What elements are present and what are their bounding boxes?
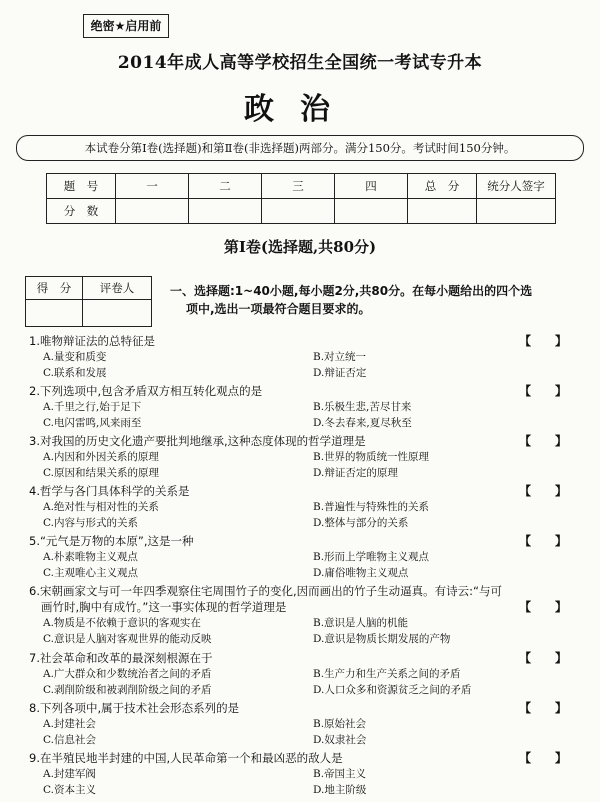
question-7 bbox=[29, 650, 589, 698]
exam-title: 2014年成人高等学校招生全国统一考试专升本 bbox=[117, 53, 483, 73]
score-cell: 总 分 bbox=[408, 174, 477, 199]
question-8 bbox=[29, 700, 589, 748]
question-4 bbox=[29, 483, 589, 531]
option-c: C.联系和发展 bbox=[43, 367, 107, 379]
option-a: A.内因和外因关系的原理 bbox=[43, 451, 159, 463]
question-stem: 1.唯物辩证法的总特征是 【 】 bbox=[29, 334, 567, 348]
option-d: D.辩证否定 bbox=[313, 367, 367, 379]
grader-name-cell bbox=[83, 300, 152, 327]
option-d: D.人口众多和资源贫乏之间的矛盾 bbox=[313, 684, 472, 696]
score-input-cell bbox=[335, 199, 408, 224]
option-a: A.千里之行,始于足下 bbox=[43, 401, 142, 413]
answer-bracket: 【 】 bbox=[518, 334, 567, 348]
option-b: B.对立统一 bbox=[313, 351, 367, 363]
option-d: D.整体与部分的关系 bbox=[313, 517, 409, 529]
question-stem: 6.宋朝画家文与可一年四季观察住宅周围竹子的变化,因而画出的竹子生动逼真。有诗云:“与可 bbox=[29, 584, 502, 598]
question-5 bbox=[29, 533, 589, 581]
part-description-line: 一、选择题:1~40小题,每小题2分,共80分。在每小题给出的四个选 bbox=[170, 284, 533, 298]
option-b: B.帝国主义 bbox=[313, 768, 367, 780]
score-table bbox=[46, 173, 556, 224]
grader-name-header: 评卷人 bbox=[83, 277, 152, 300]
score-input-cell bbox=[116, 199, 189, 224]
answer-bracket: 【 】 bbox=[518, 434, 567, 448]
option-c: C.主观唯心主义观点 bbox=[43, 567, 138, 579]
exam-instructions: 本试卷分第Ⅰ卷(选择题)和第Ⅱ卷(非选择题)两部分。满分150分。考试时间150分钟。 bbox=[16, 135, 584, 161]
question-stem: 4.哲学与各门具体科学的关系是 【 】 bbox=[29, 484, 567, 498]
answer-bracket: 【 】 bbox=[518, 600, 567, 614]
question-stem: 3.对我国的历史文化遗产要批判地继承,这种态度体现的哲学道理是 【 】 bbox=[29, 434, 567, 448]
option-d: D.奴隶社会 bbox=[313, 734, 367, 746]
question-1 bbox=[29, 333, 589, 381]
option-a: A.广大群众和少数统治者之间的矛盾 bbox=[43, 668, 212, 680]
question-stem-continued: 画竹时,胸中有成竹。”这一事实体现的哲学道理是 【 】 bbox=[41, 600, 567, 614]
answer-bracket: 【 】 bbox=[518, 651, 567, 665]
option-c: C.意识是人脑对客观世界的能动反映 bbox=[43, 633, 212, 645]
question-3 bbox=[29, 433, 589, 481]
option-b: B.意识是人脑的机能 bbox=[313, 617, 409, 629]
option-d: D.意识是物质长期发展的产物 bbox=[313, 633, 451, 645]
score-input-cell bbox=[477, 199, 556, 224]
grader-score-cell bbox=[26, 300, 83, 327]
option-c: C.资本主义 bbox=[43, 784, 96, 796]
answer-bracket: 【 】 bbox=[518, 484, 567, 498]
option-a: A.物质是不依赖于意识的客观实在 bbox=[43, 617, 201, 629]
score-cell: 三 bbox=[262, 174, 335, 199]
subject-title: 政治 bbox=[244, 92, 356, 127]
score-input-cell bbox=[262, 199, 335, 224]
answer-bracket: 【 】 bbox=[518, 751, 567, 765]
grader-table bbox=[25, 276, 152, 327]
score-cell: 统分人签字 bbox=[477, 174, 556, 199]
option-a: A.绝对性与相对性的关系 bbox=[43, 501, 159, 513]
option-d: D.庸俗唯物主义观点 bbox=[313, 567, 409, 579]
question-6 bbox=[29, 583, 589, 647]
option-c: C.信息社会 bbox=[43, 734, 96, 746]
answer-bracket: 【 】 bbox=[518, 701, 567, 715]
answer-bracket: 【 】 bbox=[518, 384, 567, 398]
option-c: C.内容与形式的关系 bbox=[43, 517, 138, 529]
score-cell: 分 数 bbox=[47, 199, 116, 224]
part-description bbox=[170, 282, 585, 318]
question-2 bbox=[29, 383, 589, 431]
option-b: B.形而上学唯物主义观点 bbox=[313, 551, 430, 563]
option-a: A.量变和质变 bbox=[43, 351, 107, 363]
secrecy-badge: 绝密★启用前 bbox=[83, 14, 169, 38]
option-c: C.电闪雷鸣,风来雨至 bbox=[43, 417, 142, 429]
question-stem: 2.下列选项中,包含矛盾双方相互转化观点的是 【 】 bbox=[29, 384, 567, 398]
option-d: D.冬去春来,夏尽秋至 bbox=[313, 417, 412, 429]
score-cell: 题 号 bbox=[47, 174, 116, 199]
option-b: B.乐极生悲,苦尽甘来 bbox=[313, 401, 412, 413]
option-a: A.封建军阀 bbox=[43, 768, 96, 780]
option-c: C.剥削阶级和被剥削阶级之间的矛盾 bbox=[43, 684, 212, 696]
option-b: B.生产力和生产关系之间的矛盾 bbox=[313, 668, 461, 680]
score-table-header-row bbox=[47, 174, 556, 199]
score-cell: 一 bbox=[116, 174, 189, 199]
question-stem: 8.下列各项中,属于技术社会形态系列的是 【 】 bbox=[29, 701, 567, 715]
option-b: B.世界的物质统一性原理 bbox=[313, 451, 430, 463]
section-title: 第Ⅰ卷(选择题,共80分) bbox=[223, 238, 377, 256]
score-input-cell bbox=[189, 199, 262, 224]
score-table-score-row bbox=[47, 199, 556, 224]
option-a: A.封建社会 bbox=[43, 718, 96, 730]
option-a: A.朴素唯物主义观点 bbox=[43, 551, 138, 563]
score-input-cell bbox=[408, 199, 477, 224]
option-b: B.普遍性与特殊性的关系 bbox=[313, 501, 430, 513]
question-9 bbox=[29, 750, 589, 798]
option-d: D.地主阶级 bbox=[313, 784, 367, 796]
answer-bracket: 【 】 bbox=[518, 534, 567, 548]
part-description-line: 项中,选出一项最符合题目要求的。 bbox=[186, 302, 371, 316]
option-d: D.辩证否定的原理 bbox=[313, 467, 398, 479]
score-cell: 四 bbox=[335, 174, 408, 199]
question-stem: 7.社会革命和改革的最深刻根源在于 【 】 bbox=[29, 651, 567, 665]
question-stem: 9.在半殖民地半封建的中国,人民革命第一个和最凶恶的敌人是 【 】 bbox=[29, 751, 567, 765]
question-stem: 5.“元气是万物的本原”,这是一种 【 】 bbox=[29, 534, 567, 548]
grader-score-header: 得 分 bbox=[26, 277, 83, 300]
score-cell: 二 bbox=[189, 174, 262, 199]
option-b: B.原始社会 bbox=[313, 718, 367, 730]
option-c: C.原因和结果关系的原理 bbox=[43, 467, 159, 479]
